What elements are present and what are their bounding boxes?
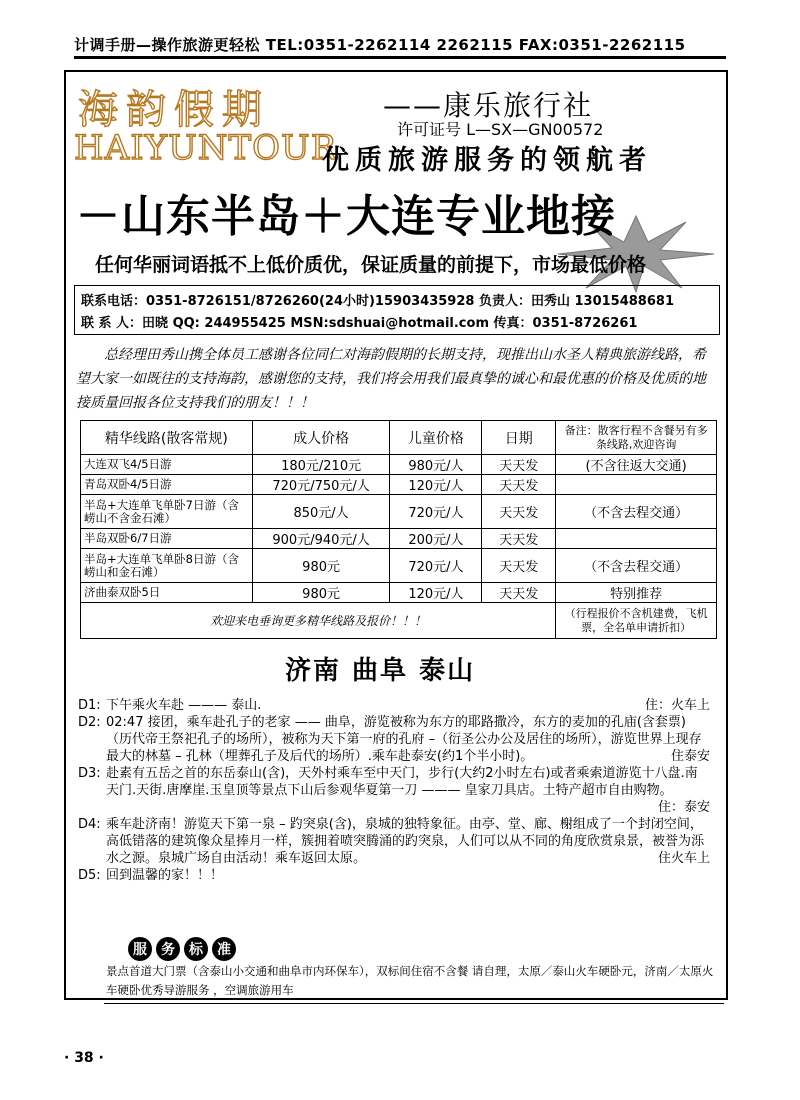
badge-char: 务 (156, 937, 180, 961)
day-label: D4: (78, 817, 101, 832)
service-standard-text: 景点首道大门票（含泰山小交通和曲阜市内环保车），双标间住宿不含餐 请自理，太原／泰山火车硬卧元，济南／太原火车硬卧优秀导游服务 ，空调旅游用车 (106, 964, 714, 997)
badge-char: 准 (212, 937, 236, 961)
adult-price-cell: 980元 (252, 583, 390, 603)
badge-char: 服 (128, 937, 152, 961)
table-footer-note: （行程报价不含机建费，飞机票，全名单申请折扣） (556, 603, 717, 639)
itinerary-day (78, 697, 710, 714)
child-price-cell: 720元/人 (390, 495, 482, 529)
day-text: 乘车赴济南！游览天下第一泉 – 趵突泉(含)，泉城的独特象征。由亭、堂、廊、榭组成了一个封闭空间，高低错落的建筑像众星捧月一样，簇拥着喷突腾涌的趵突泉，人们可以从不同的角度欣赏泉景，被誉为泺水之源。泉城广场自由活动！乘车返回太原。 (106, 817, 705, 866)
day-label: D3: (78, 766, 101, 781)
day-stay: 住：火车上 (644, 698, 710, 713)
table-row (81, 455, 717, 475)
day-stay: 住：泰安 (657, 800, 710, 815)
route-cell: 半岛双卧6/7日游 (81, 529, 253, 549)
badge-char: 标 (184, 937, 208, 961)
route-cell: 半岛+大连单飞单卧7日游（含崂山不含金石滩） (81, 495, 253, 529)
table-header-row (81, 421, 717, 455)
table-row (81, 583, 717, 603)
day-label: D1: (78, 698, 101, 713)
itinerary-day (78, 765, 710, 816)
day-text: 02:47 接团，乘车赴孔子的老家 —— 曲阜，游览被称为东方的耶路撒冷，东方的麦加的孔庙(含套票)（历代帝王祭祀孔子的场所），被称为天下第一府的孔府 –（衍圣公办公及居住的场所），游览世界上现存最大的林墓 – 孔林（埋葬孔子及后代的场所）.乘车赴泰安(约1个半小时)。 (106, 715, 702, 764)
page-number: · 38 · (64, 1050, 104, 1066)
route-cell: 济曲泰双卧5日 (81, 583, 253, 603)
date-cell: 天天发 (482, 529, 556, 549)
table-header: 成人价格 (252, 421, 390, 455)
brand-logo-en: HAIYUNTOUR (74, 128, 338, 168)
header-rule (74, 56, 726, 59)
note-cell: （不含去程交通） (556, 549, 717, 583)
child-price-cell: 120元/人 (390, 475, 482, 495)
itinerary-day (78, 867, 710, 884)
main-headline: －山东半岛＋大连专业地接 (76, 191, 616, 242)
agency-name: ——康乐旅行社 (383, 89, 594, 122)
table-footer-text: 欢迎来电垂询更多精华线路及报价！！！ (81, 603, 556, 639)
day-label: D5: (78, 868, 101, 883)
date-cell: 天天发 (482, 495, 556, 529)
service-divider (104, 1003, 724, 1004)
date-cell: 天天发 (482, 583, 556, 603)
date-cell: 天天发 (482, 455, 556, 475)
table-header: 日期 (482, 421, 556, 455)
note-cell (556, 529, 717, 549)
service-standard-badge (128, 937, 236, 961)
date-cell: 天天发 (482, 475, 556, 495)
adult-price-cell: 900元/940元/人 (252, 529, 390, 549)
table-row (81, 475, 717, 495)
intro-paragraph: 总经理田秀山携全体员工感谢各位同仁对海韵假期的长期支持，现推出山水圣人精典旅游线路，希望大家一如既往的支持海韵，感谢您的支持，我们将会用我们最真挚的诚心和最优惠的价格及优质的地接质量回报各位支持我们的朋友！！！ (76, 347, 706, 411)
table-row (81, 495, 717, 529)
page-header: 计调手册—操作旅游更轻松 TEL:0351-2262114 2262115 FAX:0351-2262115 (74, 36, 686, 54)
day-text: 下午乘火车赴 ——— 泰山. (106, 698, 262, 713)
child-price-cell: 120元/人 (390, 583, 482, 603)
route-cell: 青岛双卧4/5日游 (81, 475, 253, 495)
price-table (80, 420, 717, 639)
license-number: 许可证号 L—SX—GN00572 (397, 120, 604, 139)
contact-box (74, 285, 720, 335)
adult-price-cell: 180元/210元 (252, 455, 390, 475)
itinerary-day (78, 714, 710, 765)
child-price-cell: 980元/人 (390, 455, 482, 475)
day-text: 回到温馨的家！！！ (106, 868, 224, 883)
note-cell: (不含往返大交通) (556, 455, 717, 475)
day-label: D2: (78, 715, 101, 730)
day-text: 赴素有五岳之首的东岳泰山(含)，天外村乘车至中天门，步行(大约2小时左右)或者乘索道游览十八盘.南天门.天街.唐摩崖.玉皇顶等景点下山后参观华夏第一刀 ——— 皇家刀具店。土特产超市自由购物。 (106, 766, 698, 798)
table-footer-row (81, 603, 717, 639)
note-cell: 特别推荐 (556, 583, 717, 603)
child-price-cell: 200元/人 (390, 529, 482, 549)
contact-line-1: 联系电话：0351-8726151/8726260(24小时)15903435928 负责人：田秀山 13015488681 (81, 294, 674, 309)
brand-logo-cn: 海韵假期 (78, 87, 270, 133)
slogan: 优质旅游服务的领航者 (322, 145, 652, 176)
note-cell (556, 475, 717, 495)
table-header: 儿童价格 (390, 421, 482, 455)
day-stay: 住火车上 (657, 851, 710, 866)
adult-price-cell: 850元/人 (252, 495, 390, 529)
table-row (81, 549, 717, 583)
child-price-cell: 720元/人 (390, 549, 482, 583)
note-cell: （不含去程交通） (556, 495, 717, 529)
route-title: 济南 曲阜 泰山 (285, 656, 476, 686)
tagline: 任何华丽词语抵不上低价质优，保证质量的前提下，市场最低价格 (95, 254, 647, 276)
table-header: 备注：散客行程不含餐另有多条线路,欢迎咨询 (556, 421, 717, 455)
contact-line-2: 联 系 人：田晓 QQ: 244955425 MSN:sdshuai@hotmail.com 传真：0351-8726261 (81, 316, 638, 331)
itinerary-day (78, 816, 710, 867)
adult-price-cell: 980元 (252, 549, 390, 583)
table-row (81, 529, 717, 549)
table-header: 精华线路(散客常规) (81, 421, 253, 455)
adult-price-cell: 720元/750元/人 (252, 475, 390, 495)
day-stay: 住泰安 (670, 749, 710, 764)
route-cell: 大连双飞4/5日游 (81, 455, 253, 475)
route-cell: 半岛+大连单飞单卧8日游（含崂山和金石滩） (81, 549, 253, 583)
date-cell: 天天发 (482, 549, 556, 583)
itinerary (78, 697, 710, 884)
